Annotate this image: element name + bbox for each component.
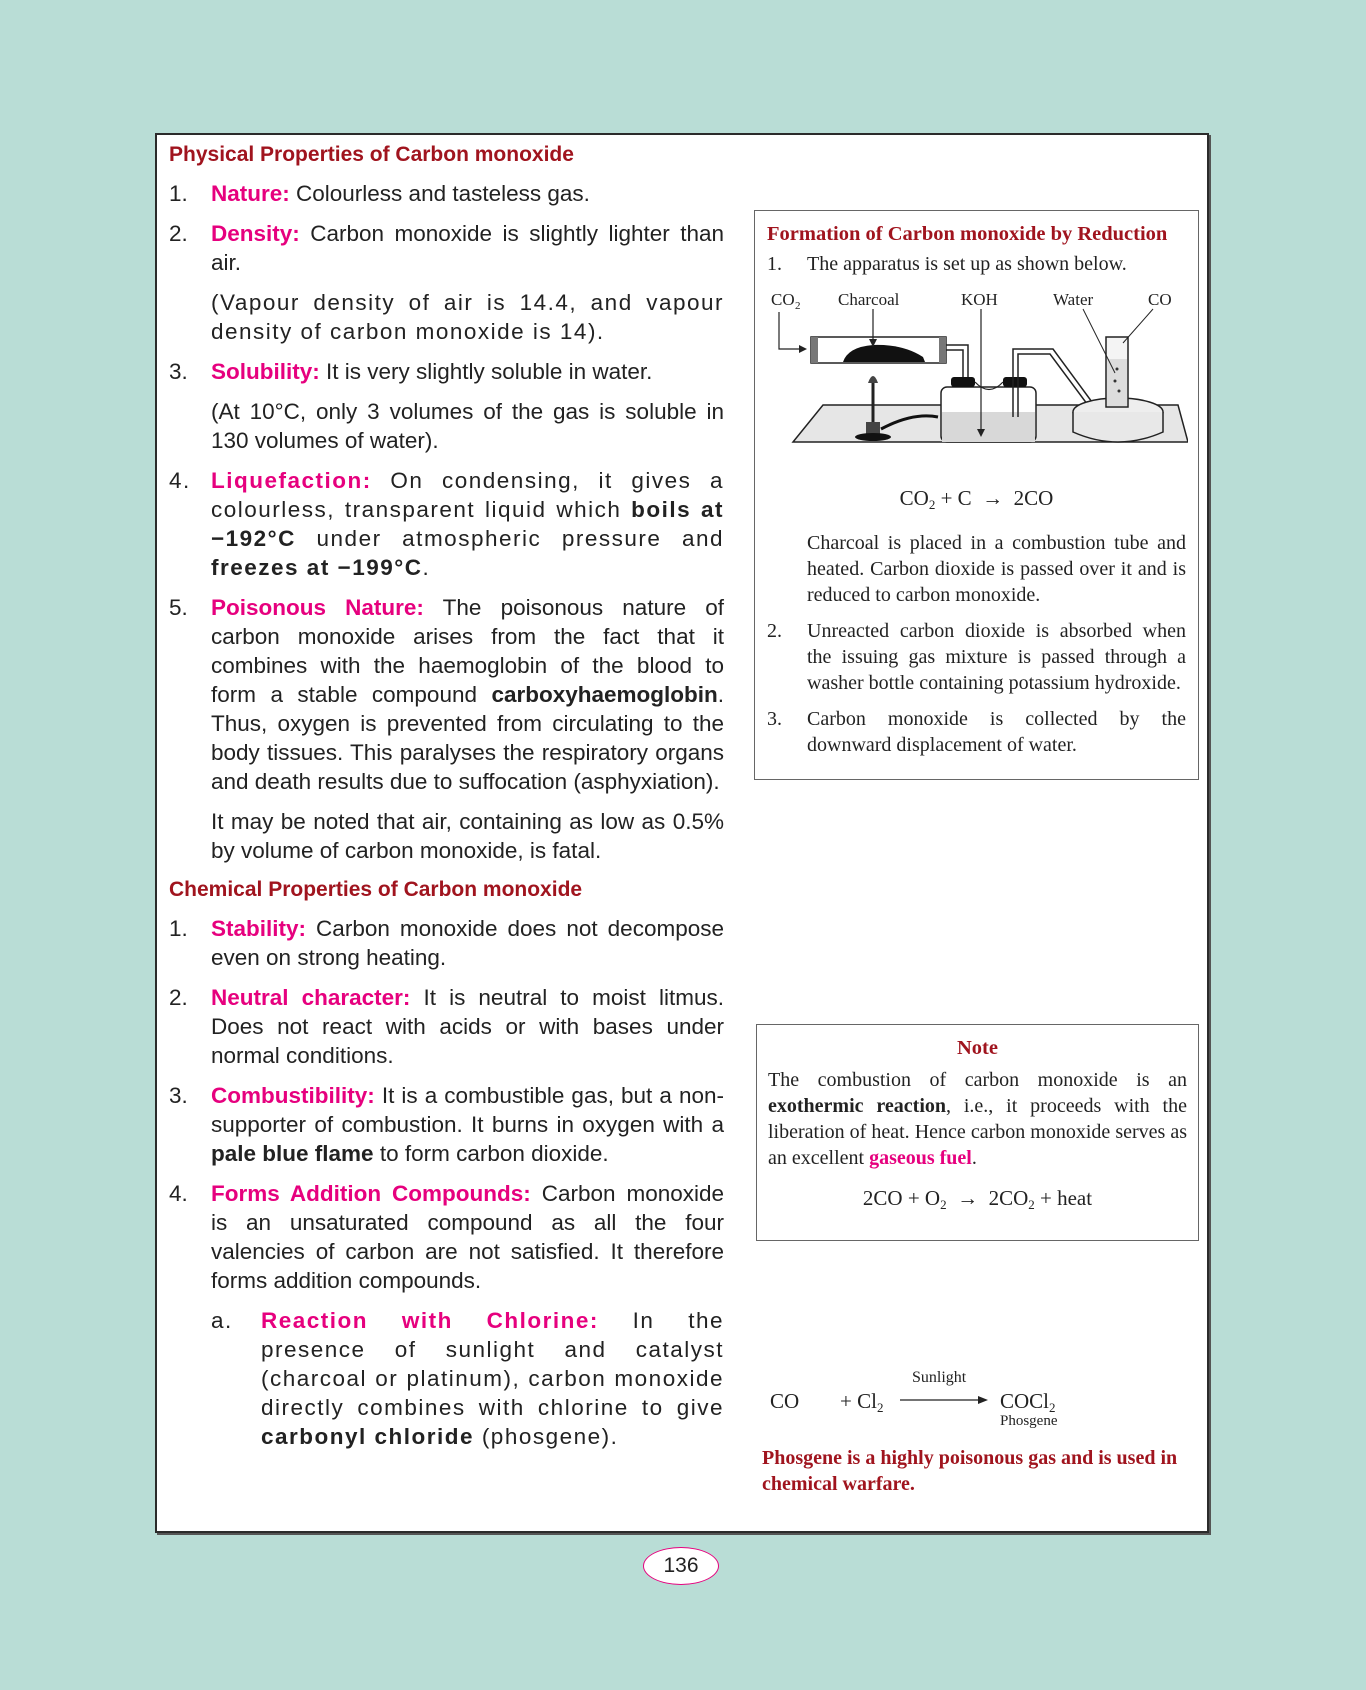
combustion-equation: $2CO + O_2 \to 2CO_2$ + heat bbox=[862, 1186, 1093, 1212]
note-title: Note bbox=[957, 1037, 998, 1059]
note-text: The combustion of carbon monoxide is an exothermic reaction, i.e., it proceeds with the liberation of heat. Hence carbon monoxide serves as an excellent gaseous fuel. bbox=[768, 1069, 1187, 1169]
textbook-page bbox=[155, 133, 1209, 1533]
list-item: 3. Solubility: It is very slightly soluble in water. bbox=[169, 359, 653, 384]
formation-step: 3. Carbon monoxide is collected by the downward displacement of water. bbox=[767, 708, 1186, 756]
list-item: 3. Combustibility: It is a combustible gas, but a non-supporter of combustion. It burns in oxygen with a pale blue flame to form carbon dioxide. bbox=[169, 1083, 724, 1166]
list-item: 5. Poisonous Nature: The poisonous nature of carbon monoxide arises from the fact that it combines with the haemoglobin of the blood to form a stable compound carboxyhaemoglobin. Thus, oxygen is prevented from circulating to the body tissues. This paralyses the respiratory organs and death results due to suffocation (asphyxiation). bbox=[169, 595, 724, 794]
svg-text:KOH: KOH bbox=[961, 290, 998, 309]
note-box bbox=[756, 1024, 1199, 1241]
svg-text:Charcoal: Charcoal bbox=[838, 290, 900, 309]
chemical-properties-heading: Chemical Properties of Carbon monoxide bbox=[169, 878, 583, 901]
sub-list-item: a. Reaction with Chlorine: In the presence of sunlight and catalyst (charcoal or platinum), carbon monoxide directly combines with chlorine to give carbonyl chloride (phosgene). bbox=[211, 1308, 724, 1449]
left-column bbox=[169, 141, 724, 1462]
physical-properties-heading: Physical Properties of Carbon monoxide bbox=[169, 143, 574, 166]
formation-step-description: Charcoal is placed in a combustion tube and heated. Carbon dioxide is passed over it and is reduced to carbon monoxide. bbox=[807, 532, 1186, 606]
list-item-note: It may be noted that air, containing as low as 0.5% by volume of carbon monoxide, is fatal. bbox=[211, 809, 724, 863]
apparatus-diagram bbox=[763, 287, 1188, 477]
svg-text:Water: Water bbox=[1053, 290, 1094, 309]
phosgene-equation: CO + $Cl_2$ Sunlight COCl$_2$ Phosgene bbox=[770, 1369, 1058, 1429]
list-item-note: (Vapour density of air is 14.4, and vapour density of carbon monoxide is 14). bbox=[211, 290, 724, 344]
reduction-equation: $CO_2 + C \to 2CO$ bbox=[899, 486, 1054, 512]
list-item: 1. Nature: Colourless and tasteless gas. bbox=[169, 181, 590, 206]
formation-step: 2. Unreacted carbon dioxide is absorbed when the issuing gas mixture is passed through a washer bottle containing potassium hydroxide. bbox=[767, 620, 1186, 694]
list-item: 4. Liquefaction: On condensing, it gives a colourless, transparent liquid which boils at −192°C under atmospheric pressure and freezes at −199°C. bbox=[169, 468, 724, 580]
phosgene-reaction bbox=[762, 1371, 1202, 1497]
svg-text:CO: CO bbox=[1148, 290, 1172, 309]
list-item: 2. Density: Carbon monoxide is slightly lighter than air. bbox=[169, 221, 724, 275]
list-item: 4. Forms Addition Compounds: Carbon monoxide is an unsaturated compound as all the four valencies of carbon are not satisfied. It therefore forms addition compounds. bbox=[169, 1181, 725, 1293]
formation-step: 1. The apparatus is set up as shown below. bbox=[767, 253, 1127, 275]
list-item: 2. Neutral character: It is neutral to moist litmus. Does not react with acids or with bases under normal conditions. bbox=[169, 985, 724, 1068]
svg-text:2: 2 bbox=[795, 300, 801, 312]
svg-text:CO: CO bbox=[771, 290, 795, 309]
formation-box-title: Formation of Carbon monoxide by Reduction bbox=[767, 223, 1168, 245]
apparatus-illustration-icon bbox=[763, 287, 1188, 477]
list-item-note: (At 10°C, only 3 volumes of the gas is soluble in 130 volumes of water). bbox=[211, 399, 724, 453]
formation-box bbox=[754, 210, 1199, 780]
phosgene-warning: Phosgene is a highly poisonous gas and is used in chemical warfare. bbox=[762, 1447, 1178, 1495]
page-number: 136 bbox=[643, 1547, 719, 1585]
reaction-arrow-icon bbox=[900, 1395, 990, 1405]
list-item: 1. Stability: Carbon monoxide does not decompose even on strong heating. bbox=[169, 916, 724, 970]
